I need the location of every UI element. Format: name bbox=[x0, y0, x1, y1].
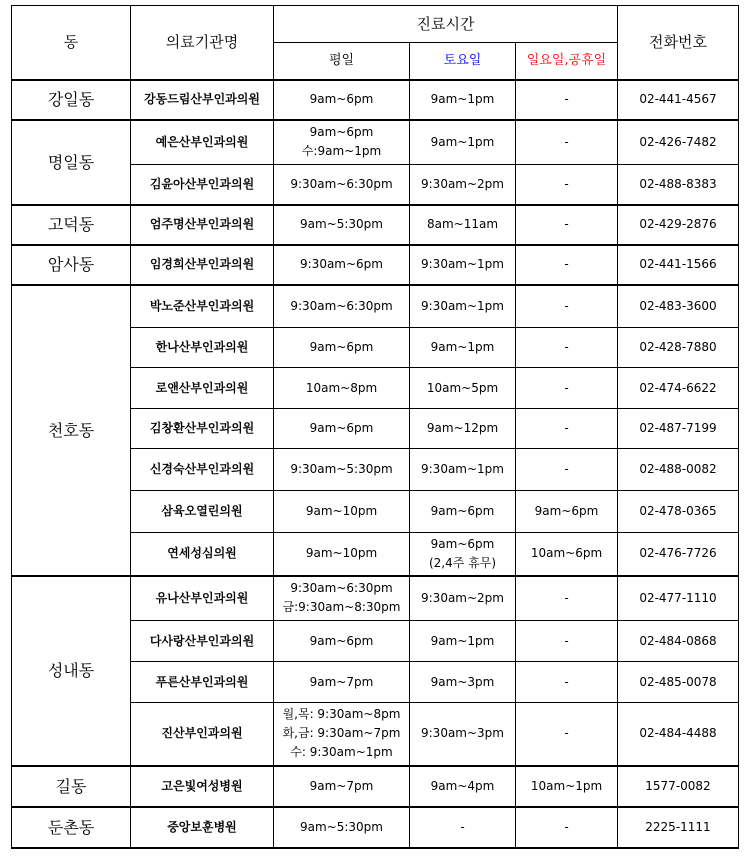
saturday-hours-line: 9:30am~1pm bbox=[421, 298, 504, 313]
phone-number: 02-484-0868 bbox=[618, 621, 739, 662]
weekday-hours bbox=[274, 491, 410, 533]
saturday-hours-line: 9am~6pm bbox=[430, 504, 495, 518]
header-phone: 전화번호 bbox=[618, 6, 739, 80]
weekday-hours-line: 수:9am~1pm bbox=[301, 144, 382, 159]
weekday-hours-line: 9am~7pm bbox=[309, 778, 374, 793]
saturday-hours bbox=[410, 245, 516, 285]
phone-number: 02-441-4567 bbox=[618, 80, 739, 120]
phone-number: 1577-0082 bbox=[618, 766, 739, 807]
weekday-hours bbox=[274, 80, 410, 120]
phone-number: 02-484-4488 bbox=[618, 703, 739, 766]
weekday-hours-line: 9am~6pm bbox=[309, 125, 374, 140]
sunday-hours: - bbox=[516, 703, 618, 766]
clinic-name: 로앤산부인과의원 bbox=[131, 368, 274, 409]
phone-number: 02-428-7880 bbox=[618, 328, 739, 368]
saturday-hours-line: 10am~5pm bbox=[426, 380, 499, 395]
sunday-hours: 10am~6pm bbox=[516, 533, 618, 576]
weekday-hours-line: 9:30am~5:30pm bbox=[290, 462, 393, 476]
weekday-hours-line: 9am~6pm bbox=[309, 633, 374, 648]
saturday-hours bbox=[410, 328, 516, 368]
header-weekday: 평일 bbox=[274, 43, 410, 80]
table-row bbox=[12, 766, 739, 807]
phone-number: 02-476-7726 bbox=[618, 533, 739, 576]
saturday-hours bbox=[410, 285, 516, 328]
sunday-hours: - bbox=[516, 245, 618, 285]
table-row bbox=[12, 576, 739, 621]
sunday-hours: - bbox=[516, 120, 618, 165]
phone-number: 02-441-1566 bbox=[618, 245, 739, 285]
saturday-hours bbox=[410, 165, 516, 205]
header-hours: 진료시간 bbox=[274, 6, 618, 43]
weekday-hours-line: 9am~6pm bbox=[309, 92, 374, 106]
clinic-hours-table bbox=[11, 5, 739, 849]
weekday-hours-line: 9am~7pm bbox=[309, 674, 374, 689]
saturday-hours bbox=[410, 807, 516, 848]
clinic-name: 연세성심의원 bbox=[131, 533, 274, 576]
sunday-hours: - bbox=[516, 576, 618, 621]
clinic-name: 김윤아산부인과의원 bbox=[131, 165, 274, 205]
dong-name: 명일동 bbox=[12, 120, 131, 205]
weekday-hours-line: 월,목: 9:30am~8pm bbox=[282, 707, 401, 722]
clinic-name: 엄주명산부인과의원 bbox=[131, 205, 274, 245]
saturday-hours bbox=[410, 449, 516, 491]
table-row bbox=[12, 205, 739, 245]
header-dong: 동 bbox=[12, 6, 131, 80]
table-body bbox=[12, 80, 739, 848]
weekday-hours bbox=[274, 409, 410, 449]
saturday-hours-line: 8am~11am bbox=[426, 217, 499, 231]
phone-number: 02-488-8383 bbox=[618, 165, 739, 205]
saturday-hours bbox=[410, 491, 516, 533]
weekday-hours bbox=[274, 120, 410, 165]
sunday-hours: 9am~6pm bbox=[516, 491, 618, 533]
weekday-hours bbox=[274, 165, 410, 205]
saturday-hours-line: 9am~3pm bbox=[430, 674, 495, 689]
clinic-name: 김창환산부인과의원 bbox=[131, 409, 274, 449]
weekday-hours bbox=[274, 662, 410, 703]
saturday-hours-line: 9am~4pm bbox=[430, 778, 495, 793]
phone-number: 02-477-1110 bbox=[618, 576, 739, 621]
table-row bbox=[12, 80, 739, 120]
weekday-hours bbox=[274, 703, 410, 766]
phone-number: 02-474-6622 bbox=[618, 368, 739, 409]
sunday-hours: - bbox=[516, 368, 618, 409]
clinic-name: 유나산부인과의원 bbox=[131, 576, 274, 621]
dong-name: 성내동 bbox=[12, 576, 131, 766]
weekday-hours bbox=[274, 576, 410, 621]
weekday-hours bbox=[274, 766, 410, 807]
saturday-hours-line: 9am~12pm bbox=[426, 421, 499, 435]
clinic-name: 삼육오열린의원 bbox=[131, 491, 274, 533]
sunday-hours: 10am~1pm bbox=[516, 766, 618, 807]
weekday-hours-line: 금:9:30am~8:30pm bbox=[282, 600, 401, 615]
saturday-hours-line: 9am~1pm bbox=[430, 134, 495, 149]
table-row bbox=[12, 120, 739, 165]
clinic-name: 예은산부인과의원 bbox=[131, 120, 274, 165]
clinic-name: 푸른산부인과의원 bbox=[131, 662, 274, 703]
weekday-hours-line: 9am~5:30pm bbox=[300, 819, 383, 834]
saturday-hours bbox=[410, 621, 516, 662]
weekday-hours bbox=[274, 245, 410, 285]
dong-name: 강일동 bbox=[12, 80, 131, 120]
clinic-name: 한나산부인과의원 bbox=[131, 328, 274, 368]
saturday-hours bbox=[410, 662, 516, 703]
weekday-hours-line: 9am~10pm bbox=[305, 504, 378, 518]
saturday-hours-line: 9:30am~3pm bbox=[421, 726, 504, 741]
phone-number: 02-485-0078 bbox=[618, 662, 739, 703]
clinic-name: 박노준산부인과의원 bbox=[131, 285, 274, 328]
saturday-hours-line: 9:30am~1pm bbox=[421, 257, 504, 271]
saturday-hours bbox=[410, 533, 516, 576]
weekday-hours bbox=[274, 328, 410, 368]
header-sunday: 일요일,공휴일 bbox=[516, 43, 618, 80]
saturday-hours bbox=[410, 409, 516, 449]
saturday-hours-line: - bbox=[460, 819, 465, 834]
sunday-hours: - bbox=[516, 165, 618, 205]
weekday-hours bbox=[274, 285, 410, 328]
weekday-hours-line: 9:30am~6:30pm bbox=[290, 298, 393, 313]
clinic-name: 임경희산부인과의원 bbox=[131, 245, 274, 285]
weekday-hours bbox=[274, 205, 410, 245]
weekday-hours-line: 9:30am~6:30pm bbox=[290, 581, 393, 596]
table-row bbox=[12, 245, 739, 285]
dong-name: 고덕동 bbox=[12, 205, 131, 245]
saturday-hours bbox=[410, 80, 516, 120]
sunday-hours: - bbox=[516, 409, 618, 449]
header-saturday: 토요일 bbox=[410, 43, 516, 80]
phone-number: 02-426-7482 bbox=[618, 120, 739, 165]
table-row bbox=[12, 285, 739, 328]
weekday-hours-line: 10am~8pm bbox=[305, 380, 378, 395]
weekday-hours bbox=[274, 449, 410, 491]
sunday-hours: - bbox=[516, 328, 618, 368]
phone-number: 02-478-0365 bbox=[618, 491, 739, 533]
weekday-hours-line: 9am~5:30pm bbox=[300, 217, 383, 231]
sunday-hours: - bbox=[516, 621, 618, 662]
saturday-hours-line: 9:30am~2pm bbox=[421, 590, 504, 605]
clinic-name: 진산부인과의원 bbox=[131, 703, 274, 766]
saturday-hours-line: (2,4주 휴무) bbox=[428, 555, 497, 570]
clinic-name: 중앙보훈병원 bbox=[131, 807, 274, 848]
phone-number: 2225-1111 bbox=[618, 807, 739, 848]
clinic-name: 다사랑산부인과의원 bbox=[131, 621, 274, 662]
weekday-hours bbox=[274, 807, 410, 848]
sunday-hours: - bbox=[516, 80, 618, 120]
weekday-hours-line: 9am~6pm bbox=[309, 421, 374, 435]
table-row bbox=[12, 807, 739, 848]
weekday-hours-line: 9:30am~6:30pm bbox=[290, 176, 393, 191]
saturday-hours bbox=[410, 205, 516, 245]
clinic-name: 신경숙산부인과의원 bbox=[131, 449, 274, 491]
sunday-hours: - bbox=[516, 807, 618, 848]
saturday-hours bbox=[410, 368, 516, 409]
dong-name: 천호동 bbox=[12, 285, 131, 576]
phone-number: 02-487-7199 bbox=[618, 409, 739, 449]
weekday-hours-line: 수: 9:30am~1pm bbox=[290, 745, 393, 760]
clinic-hours-table-wrapper bbox=[11, 5, 739, 849]
header-clinic: 의료기관명 bbox=[131, 6, 274, 80]
phone-number: 02-488-0082 bbox=[618, 449, 739, 491]
clinic-name: 강동드림산부인과의원 bbox=[131, 80, 274, 120]
phone-number: 02-483-3600 bbox=[618, 285, 739, 328]
sunday-hours: - bbox=[516, 449, 618, 491]
sunday-hours: - bbox=[516, 662, 618, 703]
weekday-hours-line: 9am~10pm bbox=[305, 546, 378, 561]
clinic-name: 고은빛여성병원 bbox=[131, 766, 274, 807]
weekday-hours bbox=[274, 621, 410, 662]
phone-number: 02-429-2876 bbox=[618, 205, 739, 245]
weekday-hours bbox=[274, 368, 410, 409]
weekday-hours-line: 화,금: 9:30am~7pm bbox=[282, 726, 401, 741]
dong-name: 둔촌동 bbox=[12, 807, 131, 848]
sunday-hours: - bbox=[516, 205, 618, 245]
saturday-hours bbox=[410, 576, 516, 621]
sunday-hours: - bbox=[516, 285, 618, 328]
dong-name: 길동 bbox=[12, 766, 131, 807]
saturday-hours bbox=[410, 703, 516, 766]
weekday-hours bbox=[274, 533, 410, 576]
saturday-hours bbox=[410, 766, 516, 807]
saturday-hours-line: 9am~6pm bbox=[430, 536, 495, 551]
saturday-hours-line: 9:30am~2pm bbox=[421, 176, 504, 191]
weekday-hours-line: 9am~6pm bbox=[309, 340, 374, 354]
saturday-hours bbox=[410, 120, 516, 165]
saturday-hours-line: 9:30am~1pm bbox=[421, 462, 504, 476]
saturday-hours-line: 9am~1pm bbox=[430, 92, 495, 106]
dong-name: 암사동 bbox=[12, 245, 131, 285]
weekday-hours-line: 9:30am~6pm bbox=[300, 257, 383, 271]
saturday-hours-line: 9am~1pm bbox=[430, 633, 495, 648]
saturday-hours-line: 9am~1pm bbox=[430, 340, 495, 354]
